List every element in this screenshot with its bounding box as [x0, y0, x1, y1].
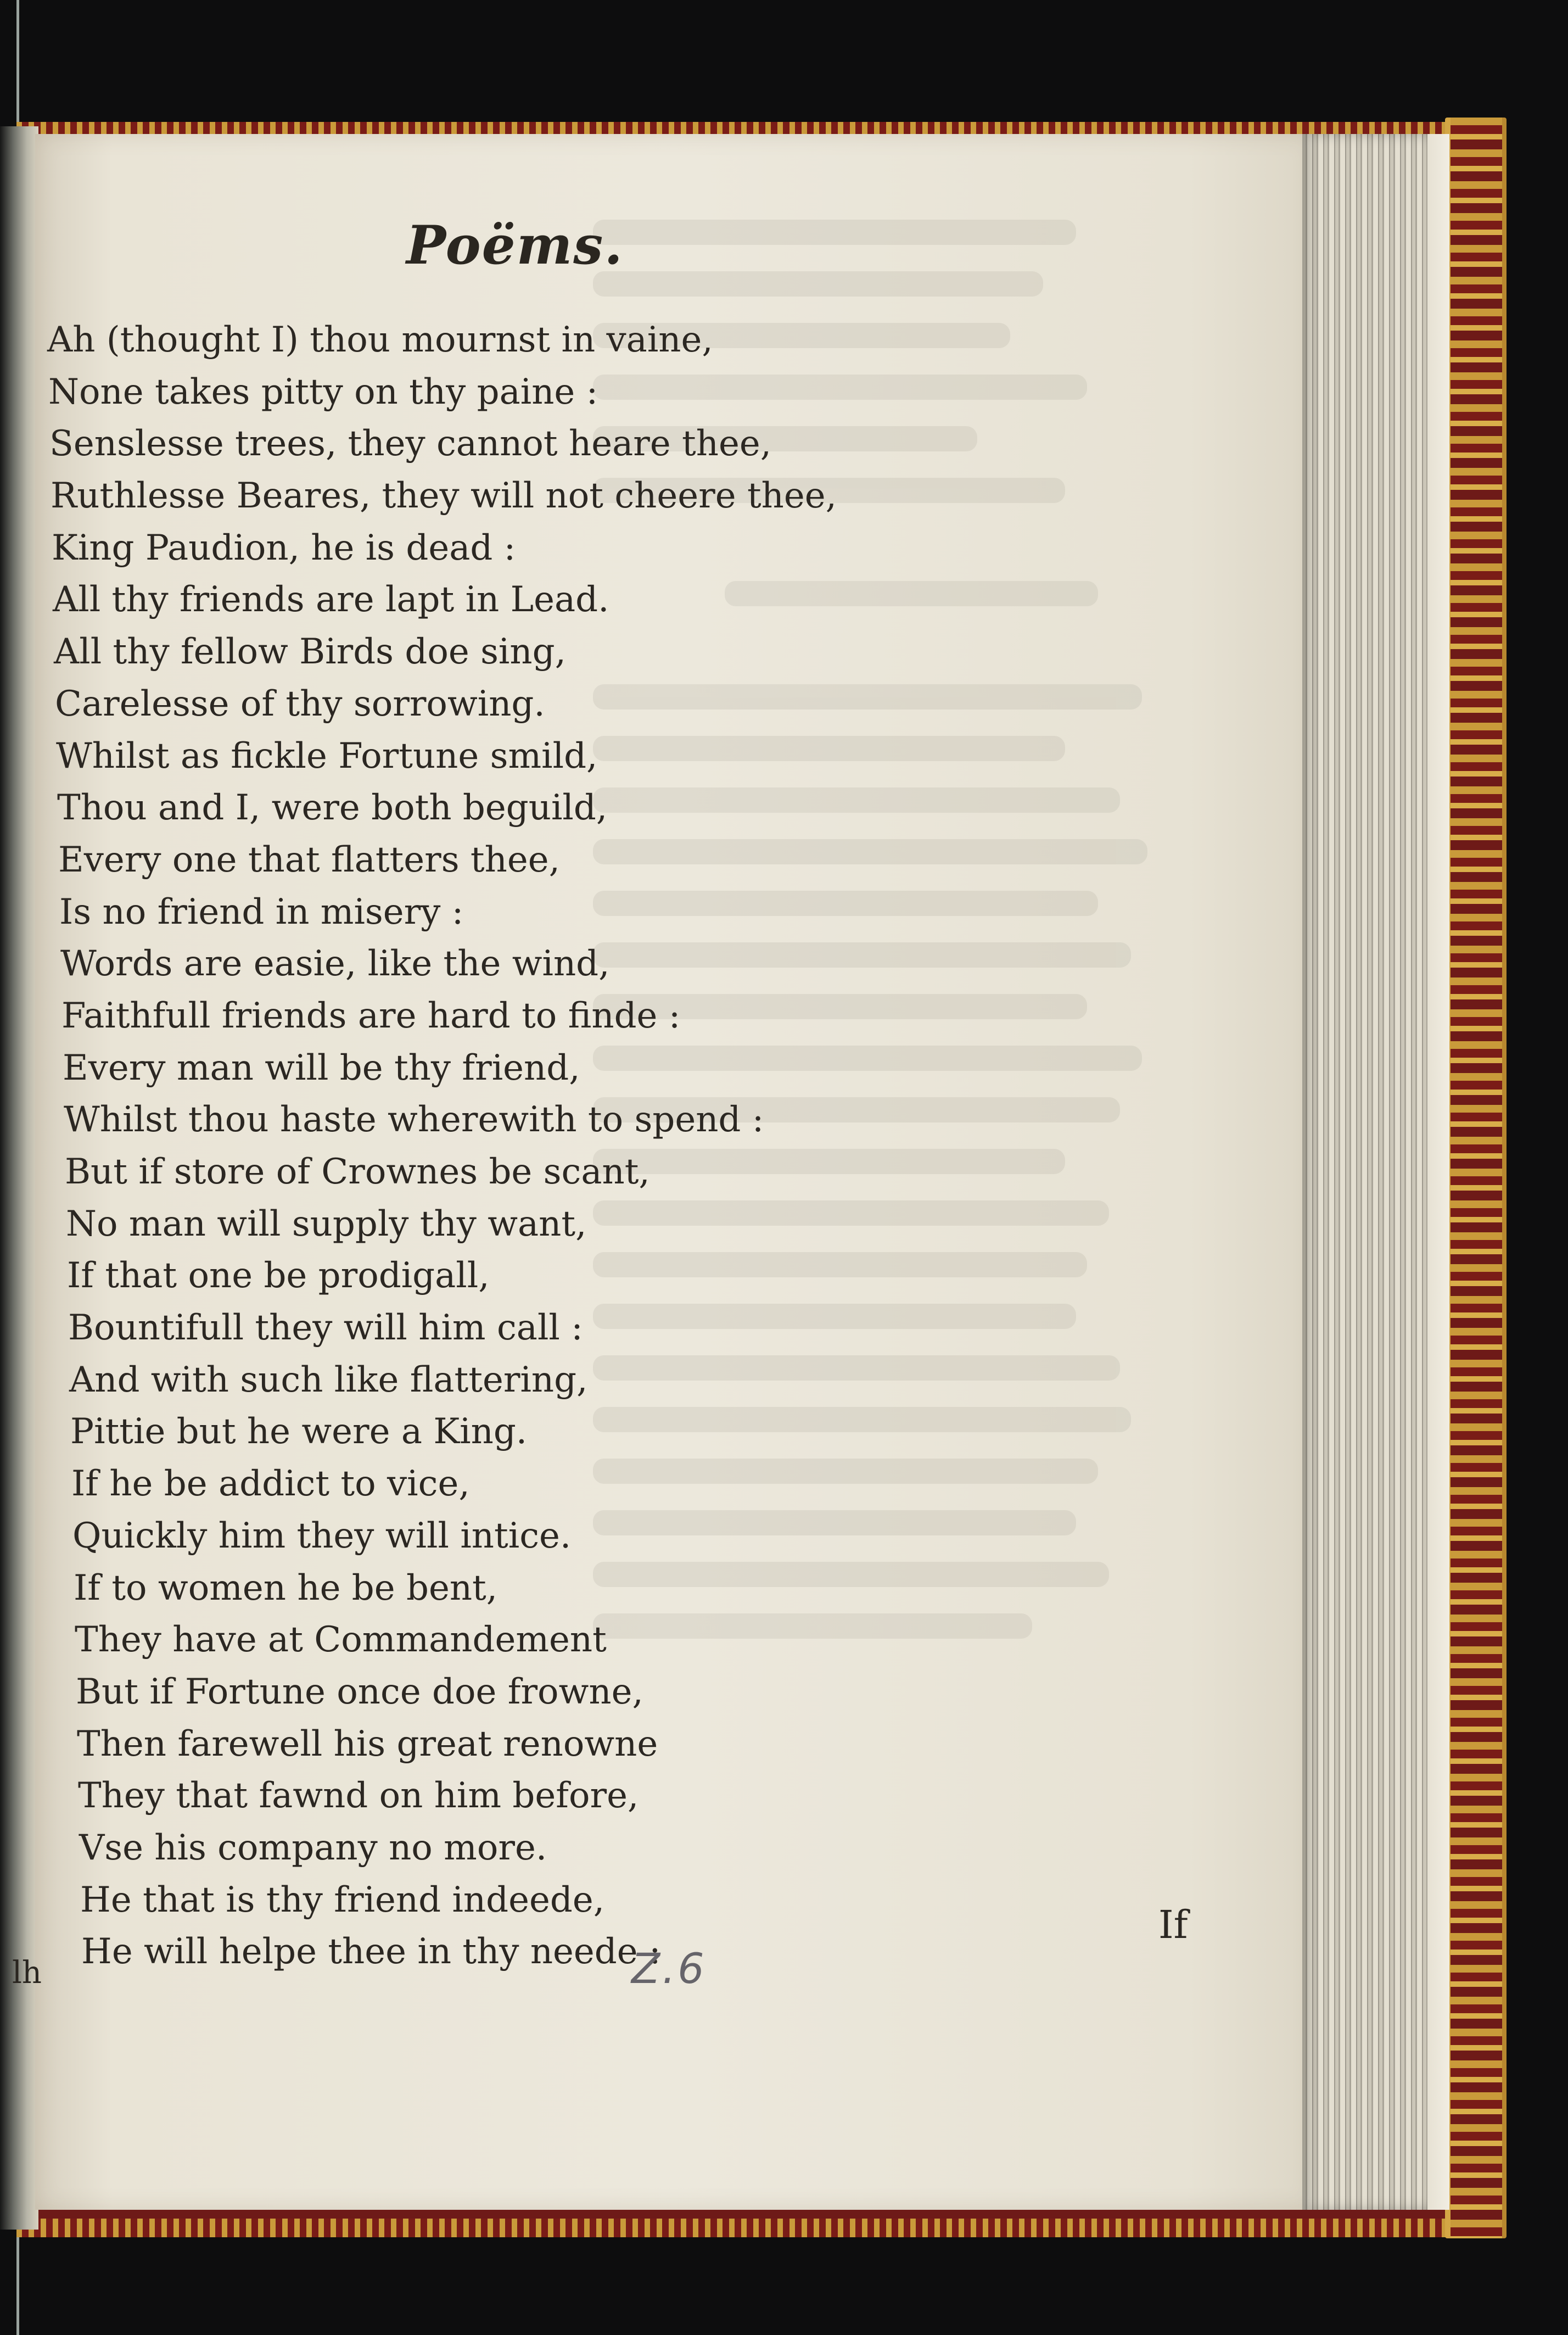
poem-line: Bountifull they will him call : [68, 1308, 583, 1349]
poem-line: Carelesse of thy sorrowing. [55, 683, 545, 724]
page-edge-highlight [1427, 134, 1449, 2210]
poem-line: Is no friend in misery : [59, 891, 464, 932]
poem-line: All thy friends are lapt in Lead. [53, 579, 609, 621]
poem-line: Every man will be thy friend, [63, 1047, 580, 1088]
poem-line: No man will supply thy want, [66, 1203, 587, 1244]
gilt-border-bottom [16, 2219, 1499, 2237]
poem-text [47, 314, 837, 1978]
poem-line: Ruthlesse Beares, they will not cheere thee, [51, 476, 837, 517]
poem-line: He that is thy friend indeede, [80, 1879, 605, 1920]
running-head: Poëms. [406, 214, 624, 276]
poem-line: Thou and I, were both beguild, [57, 787, 608, 829]
poem-line: If that one be prodigall, [67, 1255, 490, 1297]
poem-line: All thy fellow Birds doe sing, [54, 632, 566, 673]
poem-line: None takes pitty on thy paine : [48, 371, 598, 412]
poem-line: Then farewell his great renowne [77, 1723, 658, 1764]
poem-line: Senslesse trees, they cannot heare thee, [49, 423, 772, 465]
poem-line: But if store of Crownes be scant, [65, 1152, 650, 1192]
signature-mark: Z.6 [631, 1944, 707, 1993]
catchword: If [1158, 1902, 1188, 1947]
poem-line: Every one that flatters thee, [58, 839, 560, 880]
poem-line: But if Fortune once doe frowne, [76, 1671, 643, 1712]
poem-line: King Paudion, he is dead : [52, 527, 516, 568]
poem-line: Ah (thought I) thou mournst in vaine, [47, 320, 713, 360]
poem-line: Quickly him they will intice. [72, 1515, 572, 1556]
poem-line: Pittie but he were a King. [70, 1411, 528, 1453]
poem-line: If to women he be bent, [74, 1567, 498, 1608]
poem-line: They that fawnd on him before, [78, 1775, 639, 1817]
poem-line: Faithfull friends are hard to finde : [61, 995, 681, 1036]
margin-mark: lh [12, 1955, 42, 1991]
poem-line: Vse his company no more. [79, 1827, 547, 1868]
poem-line: Whilst thou haste wherewith to spend : [64, 1099, 764, 1141]
poem-line: And with such like flattering, [69, 1359, 588, 1400]
gilt-border-right [1445, 118, 1507, 2238]
poem-line: He will helpe thee in thy neede : [81, 1931, 661, 1973]
gutter-shadow [0, 126, 38, 2230]
poem-line: Words are easie, like the wind, [60, 943, 610, 985]
poem-line: If he be addict to vice, [71, 1463, 470, 1505]
page-fore-edge [1302, 134, 1434, 2210]
poem-line: They have at Commandement [75, 1619, 607, 1661]
poem-line: Whilst as fickle Fortune smild, [56, 735, 598, 777]
